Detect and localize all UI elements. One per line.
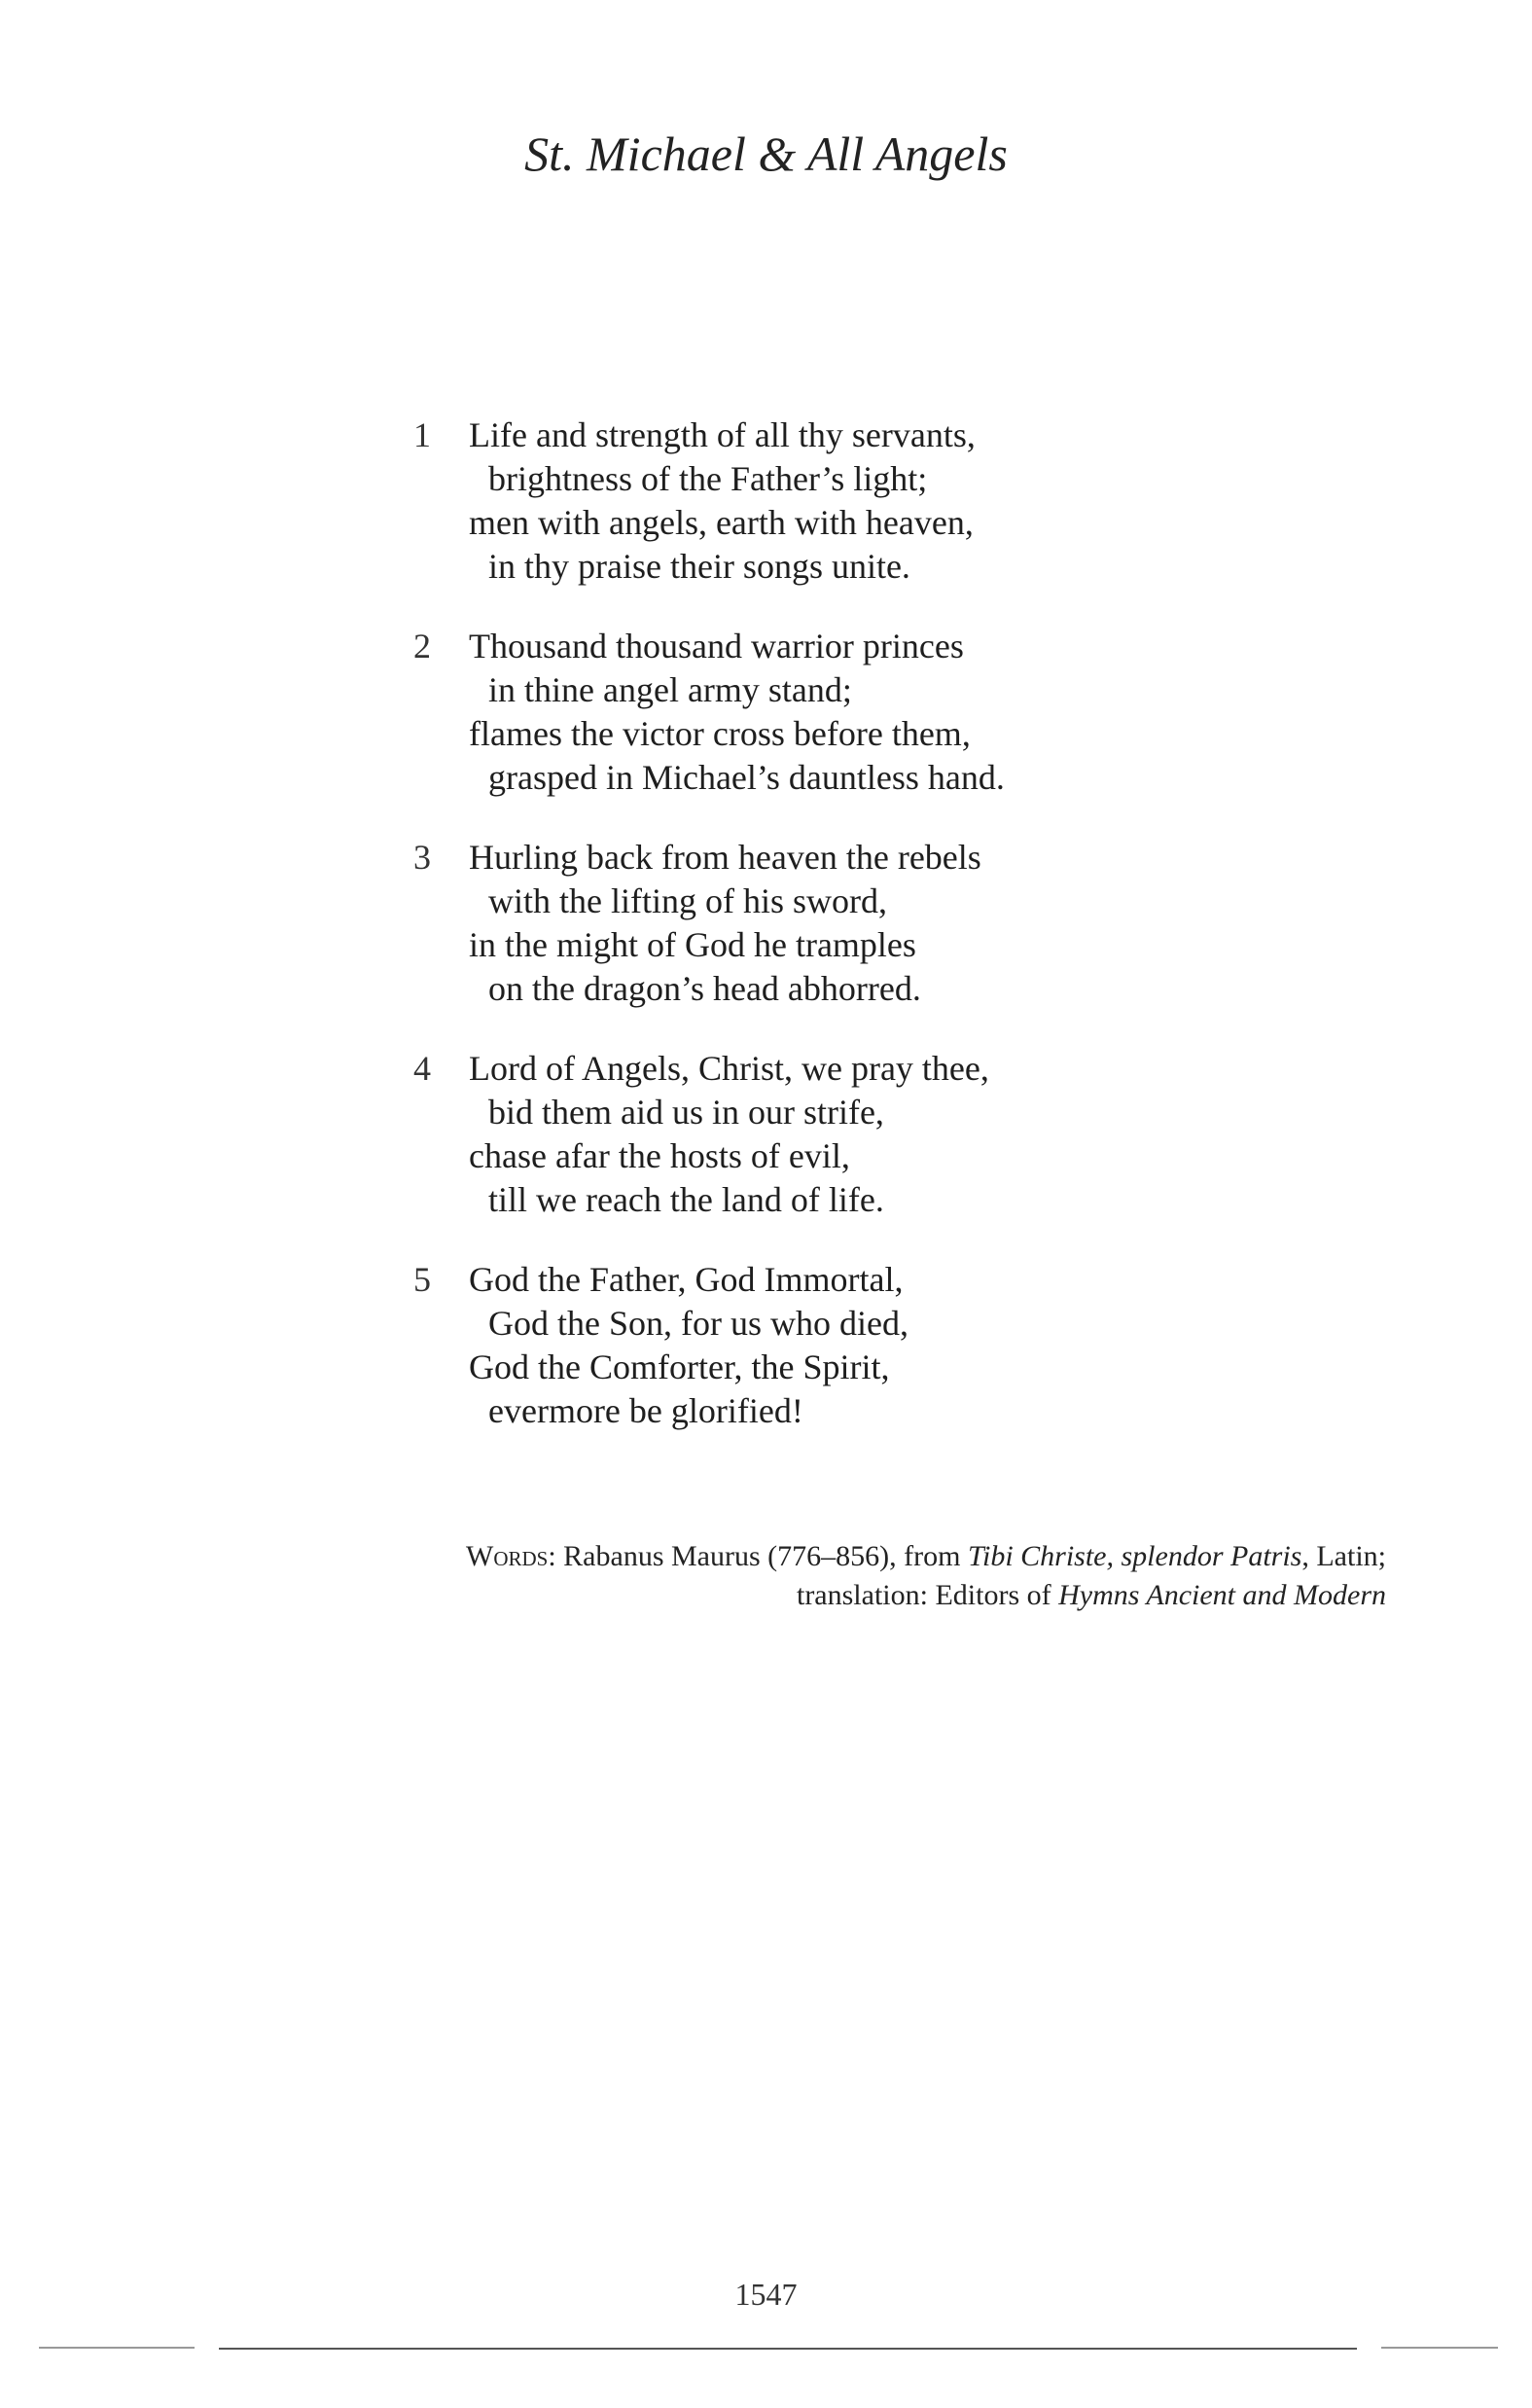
verse-line: with the lifting of his sword, [488, 881, 887, 920]
translation-prefix: translation: Editors of [796, 1579, 1051, 1611]
verse-number: 1 [413, 415, 431, 454]
verse-line: in thine angel army stand; [488, 670, 852, 709]
verse-4 [413, 1047, 1153, 1222]
verse-number: 4 [413, 1049, 431, 1088]
verse-1 [413, 413, 1153, 589]
words-credit [370, 1537, 1386, 1615]
translation-title: Hymns Ancient and Modern [1058, 1579, 1386, 1611]
verse-line: Thousand thousand warrior princes [469, 627, 964, 665]
words-label: Words: [466, 1540, 556, 1572]
verse-number: 5 [413, 1260, 431, 1299]
verse-line: men with angels, earth with heaven, [469, 503, 974, 542]
verse-line: Life and strength of all thy servants, [469, 415, 976, 454]
verse-5 [413, 1258, 1153, 1433]
bottom-rule [219, 2348, 1357, 2350]
source-title: Tibi Christe, splendor Patris [967, 1540, 1302, 1572]
credit-line-2 [370, 1576, 1386, 1615]
verse-line: on the dragon’s head abhorred. [488, 969, 921, 1008]
hymn-text [413, 413, 1153, 1469]
verse-3 [413, 836, 1153, 1011]
verse-line: evermore be glorified! [488, 1391, 803, 1430]
verse-line: chase afar the hosts of evil, [469, 1136, 850, 1175]
bottom-rule-right [1381, 2347, 1498, 2349]
verse-line: Lord of Angels, Christ, we pray thee, [469, 1049, 989, 1088]
verse-line: in the might of God he tramples [469, 925, 916, 964]
verse-line: in thy praise their songs unite. [488, 547, 910, 586]
credit-line-1 [370, 1537, 1386, 1576]
verse-line: till we reach the land of life. [488, 1180, 884, 1219]
verse-line: brightness of the Father’s light; [488, 459, 928, 498]
verse-line: God the Father, God Immortal, [469, 1260, 904, 1299]
verse-number: 2 [413, 627, 431, 665]
verse-line: God the Son, for us who died, [488, 1304, 909, 1343]
verse-line: Hurling back from heaven the rebels [469, 838, 981, 877]
verse-2 [413, 625, 1153, 800]
verse-line: God the Comforter, the Spirit, [469, 1348, 890, 1386]
verse-number: 3 [413, 838, 431, 877]
verse-line: grasped in Michael’s dauntless hand. [488, 758, 1005, 797]
page-title: St. Michael & All Angels [524, 126, 1008, 181]
author: Rabanus Maurus (776–856), from [563, 1540, 961, 1572]
verse-line: bid them aid us in our strife, [488, 1093, 884, 1132]
bottom-rule-left [39, 2347, 195, 2349]
page-number: 1547 [734, 2277, 798, 2312]
source-language: , Latin; [1301, 1540, 1386, 1572]
verse-line: flames the victor cross before them, [469, 714, 971, 753]
